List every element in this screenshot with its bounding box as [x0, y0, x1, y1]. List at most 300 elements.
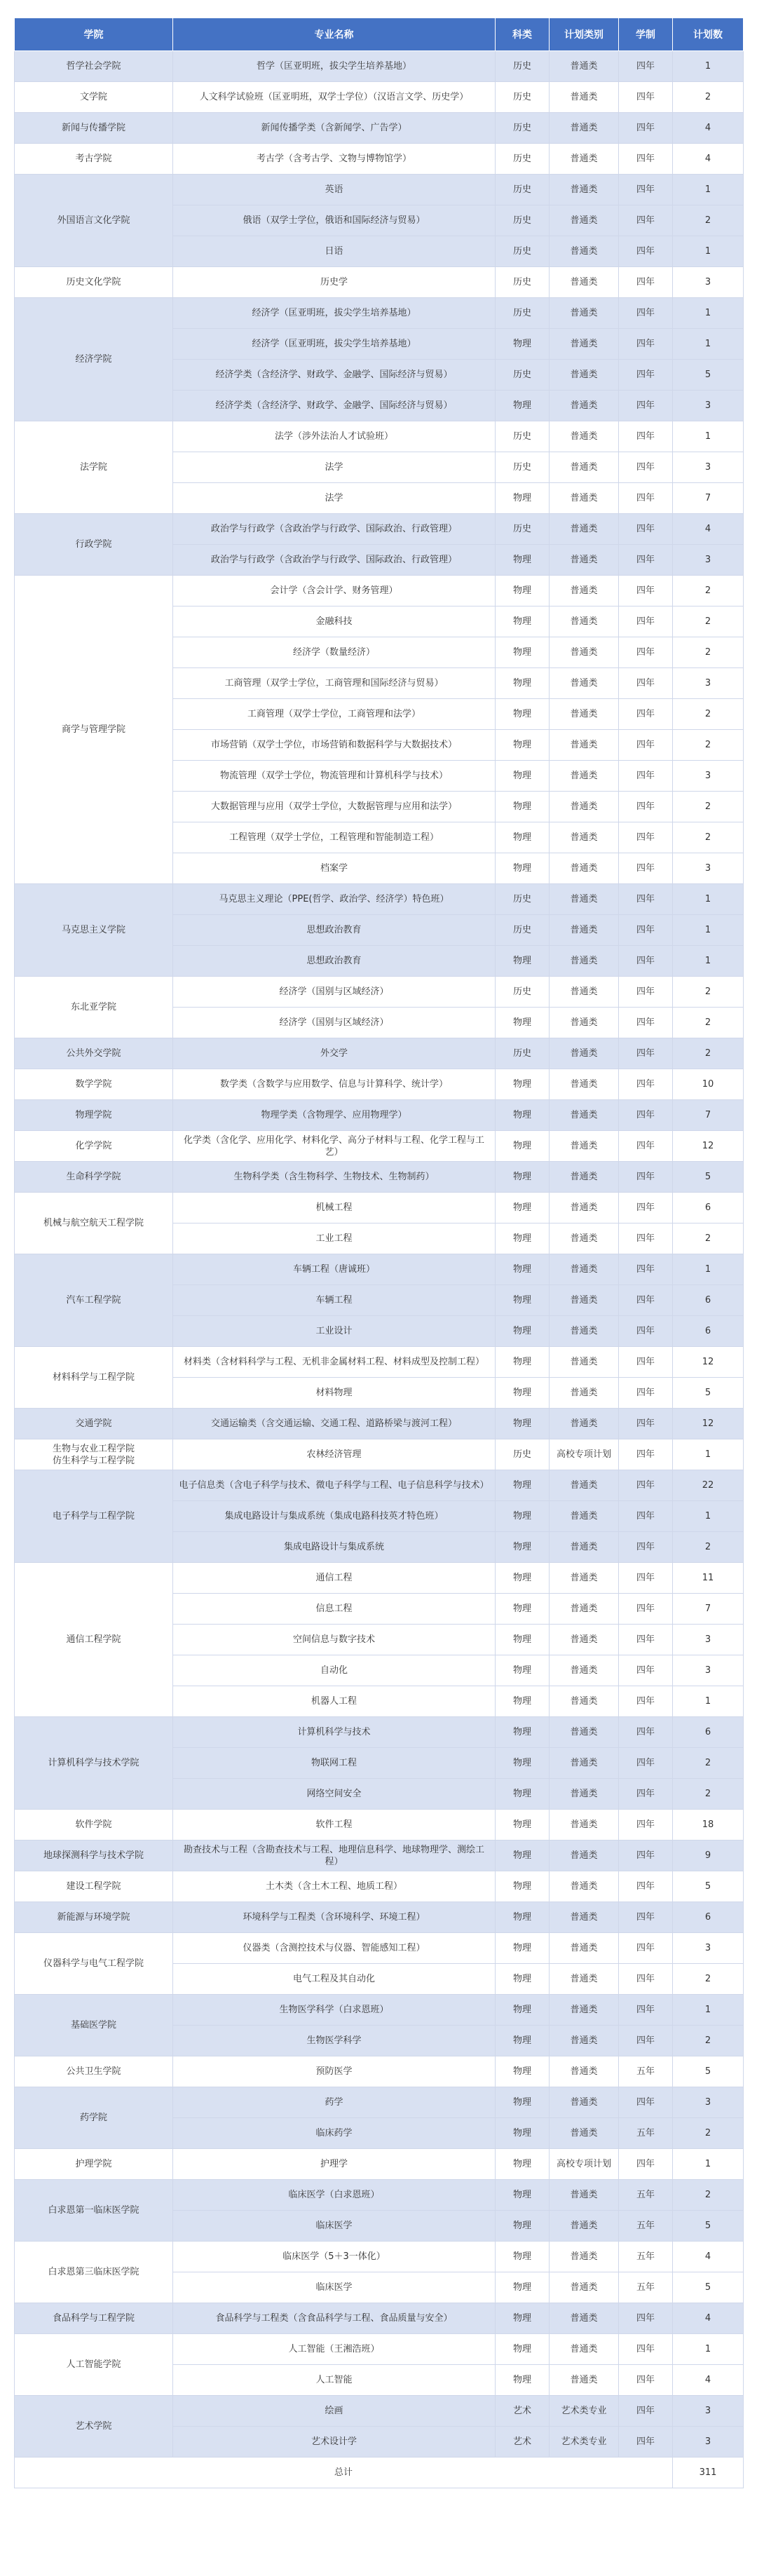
college-cell: 仪器科学与电气工程学院: [15, 1933, 173, 1995]
major-cell: 经济学（国别与区域经济）: [173, 977, 496, 1008]
table-row: [15, 1162, 744, 1193]
table-row: [15, 1933, 744, 1964]
subject-cell: 历史: [496, 1038, 550, 1069]
duration-cell: 四年: [619, 1933, 673, 1964]
plan-type-cell: 普通类: [550, 329, 619, 360]
plan-type-cell: 普通类: [550, 1131, 619, 1162]
major-cell: 工商管理（双学士学位，工商管理和法学）: [173, 699, 496, 730]
table-row: [15, 1193, 744, 1223]
table-row: [15, 2396, 744, 2427]
major-cell: 护理学: [173, 2149, 496, 2180]
header-duration: 学制: [619, 18, 673, 51]
plan-count-cell: 3: [673, 391, 744, 421]
college-cell: 历史文化学院: [15, 267, 173, 298]
table-row: [15, 144, 744, 175]
plan-count-cell: 2: [673, 2118, 744, 2149]
college-cell: 公共外交学院: [15, 1038, 173, 1069]
plan-type-cell: 普通类: [550, 1008, 619, 1038]
plan-count-cell: 1: [673, 236, 744, 267]
plan-count-cell: 1: [673, 946, 744, 977]
duration-cell: 四年: [619, 545, 673, 576]
plan-count-cell: 2: [673, 792, 744, 822]
plan-type-cell: 高校专项计划: [550, 1439, 619, 1470]
plan-count-cell: 5: [673, 1871, 744, 1902]
plan-count-cell: 5: [673, 2056, 744, 2087]
major-cell: 车辆工程: [173, 1285, 496, 1316]
table-row: [15, 514, 744, 545]
plan-count-cell: 1: [673, 1439, 744, 1470]
duration-cell: 四年: [619, 1316, 673, 1347]
subject-cell: 物理: [496, 1933, 550, 1964]
duration-cell: 四年: [619, 1131, 673, 1162]
college-cell: 考古学院: [15, 144, 173, 175]
subject-cell: 历史: [496, 1439, 550, 1470]
duration-cell: 四年: [619, 1779, 673, 1810]
subject-cell: 物理: [496, 2303, 550, 2334]
subject-cell: 物理: [496, 1008, 550, 1038]
subject-cell: 物理: [496, 1748, 550, 1779]
plan-count-cell: 3: [673, 1933, 744, 1964]
subject-cell: 物理: [496, 668, 550, 699]
plan-count-cell: 2: [673, 822, 744, 853]
plan-type-cell: 普通类: [550, 1223, 619, 1254]
plan-count-cell: 2: [673, 1038, 744, 1069]
college-cell: 新能源与环境学院: [15, 1902, 173, 1933]
duration-cell: 四年: [619, 1625, 673, 1655]
plan-type-cell: 艺术类专业: [550, 2427, 619, 2458]
plan-type-cell: 普通类: [550, 1717, 619, 1748]
plan-count-cell: 3: [673, 761, 744, 792]
table-row: [15, 1871, 744, 1902]
subject-cell: 物理: [496, 576, 550, 606]
table-row: [15, 576, 744, 606]
duration-cell: 四年: [619, 730, 673, 761]
table-row: [15, 2087, 744, 2118]
subject-cell: 物理: [496, 1254, 550, 1285]
plan-type-cell: 普通类: [550, 82, 619, 113]
subject-cell: 历史: [496, 175, 550, 205]
plan-count-cell: 6: [673, 1717, 744, 1748]
major-cell: 经济学（国别与区域经济）: [173, 1008, 496, 1038]
plan-count-cell: 6: [673, 1285, 744, 1316]
major-cell: 工业设计: [173, 1316, 496, 1347]
subject-cell: 历史: [496, 360, 550, 391]
subject-cell: 艺术: [496, 2396, 550, 2427]
duration-cell: 四年: [619, 298, 673, 329]
plan-type-cell: 普通类: [550, 360, 619, 391]
duration-cell: 四年: [619, 51, 673, 82]
plan-type-cell: 普通类: [550, 884, 619, 915]
plan-type-cell: 普通类: [550, 1810, 619, 1841]
subject-cell: 物理: [496, 391, 550, 421]
major-cell: 自动化: [173, 1655, 496, 1686]
plan-type-cell: 普通类: [550, 267, 619, 298]
college-cell: 白求恩第一临床医学院: [15, 2180, 173, 2242]
subject-cell: 物理: [496, 1069, 550, 1100]
duration-cell: 四年: [619, 1810, 673, 1841]
major-cell: 临床医学: [173, 2272, 496, 2303]
subject-cell: 物理: [496, 2118, 550, 2149]
table-row: [15, 51, 744, 82]
college-cell: 外国语言文化学院: [15, 175, 173, 267]
major-cell: 人工智能（王湘浩班）: [173, 2334, 496, 2365]
major-cell: 临床医学: [173, 2211, 496, 2242]
subject-cell: 物理: [496, 946, 550, 977]
college-cell: 东北亚学院: [15, 977, 173, 1038]
major-cell: 集成电路设计与集成系统（集成电路科技英才特色班）: [173, 1501, 496, 1532]
plan-count-cell: 1: [673, 421, 744, 452]
plan-count-cell: 2: [673, 730, 744, 761]
college-cell: 食品科学与工程学院: [15, 2303, 173, 2334]
major-cell: 档案学: [173, 853, 496, 884]
plan-count-cell: 2: [673, 1223, 744, 1254]
table-row: [15, 113, 744, 144]
duration-cell: 五年: [619, 2056, 673, 2087]
plan-type-cell: 普通类: [550, 576, 619, 606]
table-row: [15, 1717, 744, 1748]
major-cell: 艺术设计学: [173, 2427, 496, 2458]
table-row: [15, 1069, 744, 1100]
plan-count-cell: 4: [673, 144, 744, 175]
plan-type-cell: 普通类: [550, 1285, 619, 1316]
plan-type-cell: 普通类: [550, 113, 619, 144]
plan-count-cell: 10: [673, 1069, 744, 1100]
college-cell: 交通学院: [15, 1409, 173, 1439]
total-row: [15, 2458, 744, 2488]
subject-cell: 物理: [496, 1717, 550, 1748]
plan-type-cell: 普通类: [550, 668, 619, 699]
plan-count-cell: 6: [673, 1902, 744, 1933]
duration-cell: 四年: [619, 977, 673, 1008]
major-cell: 马克思主义理论（PPE(哲学、政治学、经济学）特色班）: [173, 884, 496, 915]
header-plan-count: 计划数: [673, 18, 744, 51]
duration-cell: 四年: [619, 82, 673, 113]
duration-cell: 四年: [619, 2026, 673, 2056]
major-cell: 信息工程: [173, 1594, 496, 1625]
plan-count-cell: 1: [673, 2149, 744, 2180]
subject-cell: 物理: [496, 1625, 550, 1655]
subject-cell: 物理: [496, 2211, 550, 2242]
duration-cell: 四年: [619, 1995, 673, 2026]
table-row: [15, 1409, 744, 1439]
plan-type-cell: 高校专项计划: [550, 2149, 619, 2180]
college-cell: 艺术学院: [15, 2396, 173, 2458]
college-cell: 计算机科学与技术学院: [15, 1717, 173, 1810]
plan-type-cell: 普通类: [550, 699, 619, 730]
subject-cell: 物理: [496, 1841, 550, 1871]
subject-cell: 历史: [496, 514, 550, 545]
plan-count-cell: 2: [673, 1748, 744, 1779]
major-cell: 数学类（含数学与应用数学、信息与计算科学、统计学）: [173, 1069, 496, 1100]
subject-cell: 物理: [496, 1409, 550, 1439]
plan-count-cell: 3: [673, 2427, 744, 2458]
duration-cell: 四年: [619, 1871, 673, 1902]
duration-cell: 四年: [619, 175, 673, 205]
major-cell: 绘画: [173, 2396, 496, 2427]
college-cell: 公共卫生学院: [15, 2056, 173, 2087]
subject-cell: 物理: [496, 2272, 550, 2303]
table-row: [15, 1810, 744, 1841]
subject-cell: 物理: [496, 792, 550, 822]
header-college: 学院: [15, 18, 173, 51]
major-cell: 思想政治教育: [173, 915, 496, 946]
subject-cell: 物理: [496, 637, 550, 668]
college-cell: 人工智能学院: [15, 2334, 173, 2396]
subject-cell: 物理: [496, 329, 550, 360]
major-cell: 生物医学科学（白求恩班）: [173, 1995, 496, 2026]
plan-count-cell: 2: [673, 2026, 744, 2056]
subject-cell: 物理: [496, 1871, 550, 1902]
plan-count-cell: 1: [673, 2334, 744, 2365]
college-cell: 汽车工程学院: [15, 1254, 173, 1347]
plan-count-cell: 6: [673, 1316, 744, 1347]
plan-type-cell: 普通类: [550, 761, 619, 792]
subject-cell: 历史: [496, 977, 550, 1008]
major-cell: 思想政治教育: [173, 946, 496, 977]
duration-cell: 四年: [619, 1409, 673, 1439]
plan-type-cell: 普通类: [550, 2087, 619, 2118]
table-row: [15, 1038, 744, 1069]
subject-cell: 物理: [496, 2149, 550, 2180]
subject-cell: 历史: [496, 298, 550, 329]
plan-type-cell: 普通类: [550, 1686, 619, 1717]
duration-cell: 四年: [619, 514, 673, 545]
table-row: [15, 1131, 744, 1162]
subject-cell: 物理: [496, 1532, 550, 1563]
duration-cell: 四年: [619, 1532, 673, 1563]
duration-cell: 四年: [619, 761, 673, 792]
college-cell: 白求恩第三临床医学院: [15, 2242, 173, 2303]
plan-count-cell: 12: [673, 1409, 744, 1439]
subject-cell: 物理: [496, 1316, 550, 1347]
subject-cell: 物理: [496, 2026, 550, 2056]
total-label: 总计: [15, 2458, 673, 2488]
subject-cell: 物理: [496, 2334, 550, 2365]
table-row: [15, 1841, 744, 1871]
plan-count-cell: 2: [673, 1008, 744, 1038]
duration-cell: 四年: [619, 2365, 673, 2396]
plan-type-cell: 普通类: [550, 1069, 619, 1100]
plan-count-cell: 4: [673, 2303, 744, 2334]
plan-count-cell: 2: [673, 205, 744, 236]
plan-count-cell: 4: [673, 2242, 744, 2272]
duration-cell: 四年: [619, 1594, 673, 1625]
major-cell: 化学类（含化学、应用化学、材料化学、高分子材料与工程、化学工程与工艺）: [173, 1131, 496, 1162]
major-cell: 机器人工程: [173, 1686, 496, 1717]
subject-cell: 物理: [496, 1131, 550, 1162]
plan-type-cell: 普通类: [550, 1563, 619, 1594]
subject-cell: 物理: [496, 1655, 550, 1686]
college-cell: 基础医学院: [15, 1995, 173, 2056]
major-cell: 经济学类（含经济学、财政学、金融学、国际经济与贸易）: [173, 360, 496, 391]
plan-count-cell: 3: [673, 2087, 744, 2118]
subject-cell: 物理: [496, 1810, 550, 1841]
plan-type-cell: 普通类: [550, 1532, 619, 1563]
plan-type-cell: 普通类: [550, 1779, 619, 1810]
major-cell: 物联网工程: [173, 1748, 496, 1779]
major-cell: 考古学（含考古学、文物与博物馆学）: [173, 144, 496, 175]
subject-cell: 物理: [496, 1995, 550, 2026]
major-cell: 环境科学与工程类（含环境科学、环境工程）: [173, 1902, 496, 1933]
plan-count-cell: 3: [673, 267, 744, 298]
duration-cell: 五年: [619, 2242, 673, 2272]
table-row: [15, 1563, 744, 1594]
duration-cell: 四年: [619, 1008, 673, 1038]
plan-count-cell: 7: [673, 483, 744, 514]
plan-type-cell: 普通类: [550, 1316, 619, 1347]
major-cell: 会计学（含会计学、财务管理）: [173, 576, 496, 606]
major-cell: 工程管理（双学士学位，工程管理和智能制造工程）: [173, 822, 496, 853]
plan-count-cell: 5: [673, 2211, 744, 2242]
major-cell: 日语: [173, 236, 496, 267]
plan-type-cell: 普通类: [550, 391, 619, 421]
college-cell: 数学学院: [15, 1069, 173, 1100]
duration-cell: 四年: [619, 1748, 673, 1779]
duration-cell: 四年: [619, 1285, 673, 1316]
major-cell: 计算机科学与技术: [173, 1717, 496, 1748]
plan-count-cell: 5: [673, 1162, 744, 1193]
plan-type-cell: 普通类: [550, 236, 619, 267]
major-cell: 政治学与行政学（含政治学与行政学、国际政治、行政管理）: [173, 514, 496, 545]
duration-cell: 四年: [619, 1193, 673, 1223]
plan-count-cell: 2: [673, 82, 744, 113]
plan-type-cell: 普通类: [550, 205, 619, 236]
plan-type-cell: 普通类: [550, 822, 619, 853]
table-row: [15, 2303, 744, 2334]
duration-cell: 四年: [619, 1686, 673, 1717]
duration-cell: 四年: [619, 668, 673, 699]
duration-cell: 四年: [619, 2303, 673, 2334]
plan-count-cell: 1: [673, 51, 744, 82]
plan-type-cell: 普通类: [550, 1995, 619, 2026]
plan-type-cell: 普通类: [550, 1594, 619, 1625]
table-row: [15, 1254, 744, 1285]
plan-type-cell: 普通类: [550, 2026, 619, 2056]
major-cell: 临床药学: [173, 2118, 496, 2149]
plan-type-cell: 普通类: [550, 2118, 619, 2149]
subject-cell: 物理: [496, 1193, 550, 1223]
plan-type-cell: 普通类: [550, 2180, 619, 2211]
duration-cell: 五年: [619, 2211, 673, 2242]
subject-cell: 物理: [496, 483, 550, 514]
major-cell: 法学: [173, 452, 496, 483]
plan-type-cell: 普通类: [550, 483, 619, 514]
duration-cell: 四年: [619, 1378, 673, 1409]
plan-type-cell: 普通类: [550, 1193, 619, 1223]
subject-cell: 物理: [496, 1964, 550, 1995]
plan-type-cell: 普通类: [550, 1409, 619, 1439]
enrollment-plan-table-container: [14, 18, 743, 2488]
major-cell: 临床医学（5＋3一体化）: [173, 2242, 496, 2272]
major-cell: 生物医学科学: [173, 2026, 496, 2056]
duration-cell: 四年: [619, 329, 673, 360]
duration-cell: 四年: [619, 1964, 673, 1995]
plan-count-cell: 1: [673, 884, 744, 915]
table-row: [15, 1100, 744, 1131]
subject-cell: 物理: [496, 699, 550, 730]
table-row: [15, 2242, 744, 2272]
plan-count-cell: 3: [673, 545, 744, 576]
table-row: [15, 1902, 744, 1933]
duration-cell: 四年: [619, 2427, 673, 2458]
plan-type-cell: 普通类: [550, 1933, 619, 1964]
plan-count-cell: 3: [673, 1655, 744, 1686]
plan-count-cell: 1: [673, 1501, 744, 1532]
major-cell: 电气工程及其自动化: [173, 1964, 496, 1995]
duration-cell: 四年: [619, 2334, 673, 2365]
plan-type-cell: 普通类: [550, 298, 619, 329]
plan-count-cell: 3: [673, 452, 744, 483]
duration-cell: 四年: [619, 144, 673, 175]
duration-cell: 四年: [619, 205, 673, 236]
plan-type-cell: 普通类: [550, 2242, 619, 2272]
duration-cell: 四年: [619, 822, 673, 853]
major-cell: 预防医学: [173, 2056, 496, 2087]
college-cell: 护理学院: [15, 2149, 173, 2180]
duration-cell: 四年: [619, 1069, 673, 1100]
college-cell: 哲学社会学院: [15, 51, 173, 82]
major-cell: 食品科学与工程类（含食品科学与工程、食品质量与安全）: [173, 2303, 496, 2334]
plan-count-cell: 3: [673, 853, 744, 884]
plan-count-cell: 1: [673, 329, 744, 360]
subject-cell: 物理: [496, 730, 550, 761]
subject-cell: 物理: [496, 1686, 550, 1717]
major-cell: 金融科技: [173, 606, 496, 637]
subject-cell: 物理: [496, 1594, 550, 1625]
plan-type-cell: 普通类: [550, 514, 619, 545]
major-cell: 材料物理: [173, 1378, 496, 1409]
plan-count-cell: 2: [673, 1779, 744, 1810]
plan-type-cell: 普通类: [550, 977, 619, 1008]
header-subject: 科类: [496, 18, 550, 51]
subject-cell: 历史: [496, 452, 550, 483]
duration-cell: 四年: [619, 606, 673, 637]
table-row: [15, 1470, 744, 1501]
plan-type-cell: 普通类: [550, 175, 619, 205]
duration-cell: 四年: [619, 1841, 673, 1871]
major-cell: 经济学（匡亚明班，拔尖学生培养基地）: [173, 298, 496, 329]
plan-count-cell: 4: [673, 514, 744, 545]
subject-cell: 物理: [496, 1501, 550, 1532]
plan-count-cell: 12: [673, 1131, 744, 1162]
plan-type-cell: 普通类: [550, 1625, 619, 1655]
major-cell: 物流管理（双学士学位，物流管理和计算机科学与技术）: [173, 761, 496, 792]
plan-type-cell: 普通类: [550, 1038, 619, 1069]
duration-cell: 四年: [619, 699, 673, 730]
plan-type-cell: 普通类: [550, 1100, 619, 1131]
subject-cell: 物理: [496, 2056, 550, 2087]
subject-cell: 历史: [496, 236, 550, 267]
plan-type-cell: 普通类: [550, 730, 619, 761]
major-cell: 法学: [173, 483, 496, 514]
duration-cell: 四年: [619, 1563, 673, 1594]
major-cell: 集成电路设计与集成系统: [173, 1532, 496, 1563]
plan-type-cell: 普通类: [550, 2365, 619, 2396]
subject-cell: 历史: [496, 144, 550, 175]
major-cell: 哲学（匡亚明班，拔尖学生培养基地）: [173, 51, 496, 82]
plan-type-cell: 普通类: [550, 2272, 619, 2303]
duration-cell: 四年: [619, 1347, 673, 1378]
plan-type-cell: 普通类: [550, 946, 619, 977]
table-row: [15, 2180, 744, 2211]
major-cell: 经济学（数量经济）: [173, 637, 496, 668]
subject-cell: 物理: [496, 1779, 550, 1810]
major-cell: 人文科学试验班（匡亚明班，双学士学位）（汉语言文学、历史学）: [173, 82, 496, 113]
plan-type-cell: 普通类: [550, 853, 619, 884]
duration-cell: 四年: [619, 391, 673, 421]
major-cell: 车辆工程（唐诚班）: [173, 1254, 496, 1285]
table-row: [15, 421, 744, 452]
